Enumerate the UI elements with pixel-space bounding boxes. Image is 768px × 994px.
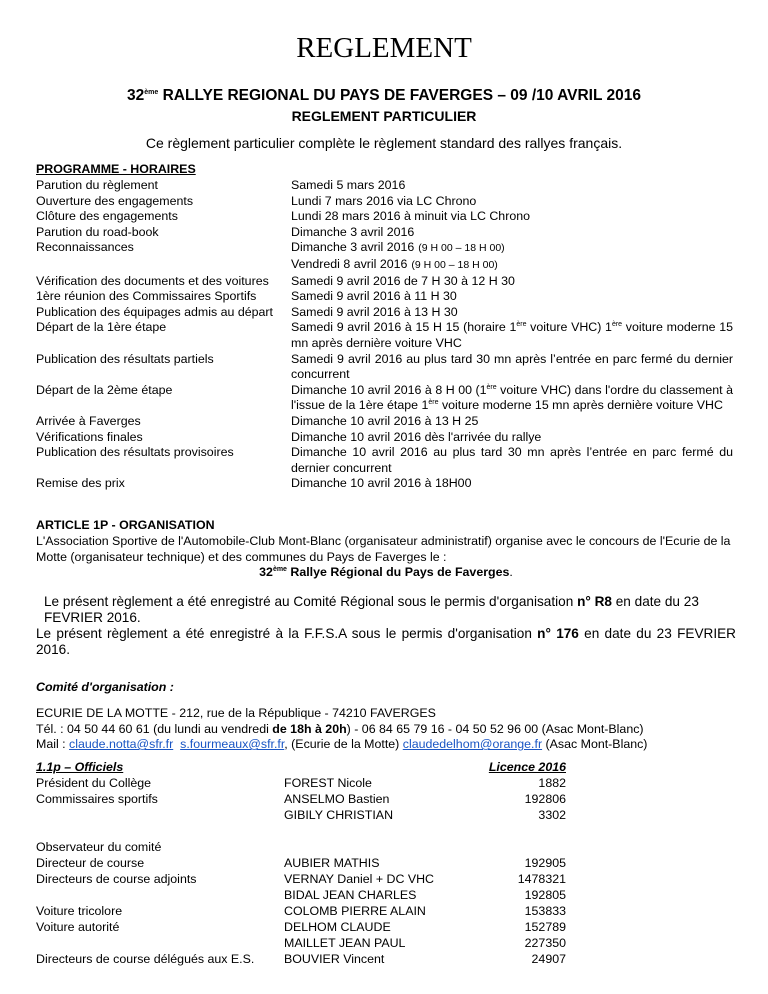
officiel-row	[36, 792, 736, 808]
rally-number-suffix: ème	[144, 88, 159, 96]
text: voiture moderne 15 mn après dernière voiture VHC	[291, 320, 733, 350]
officiel-role: Commissaires sportifs	[36, 792, 158, 806]
programme-row	[36, 225, 733, 241]
text: Samedi 9 avril 2016 à 15 H 15 (horaire 1	[291, 320, 517, 335]
officiel-role: Voiture autorité	[36, 920, 120, 934]
rally-number: 32	[127, 87, 145, 104]
text: Le présent règlement a été enregistré au Comité Régional sous le permis d'organisation	[44, 594, 578, 609]
programme-value: Dimanche 10 avril 2016 à 18H00	[291, 476, 472, 491]
officiel-row	[36, 808, 736, 824]
registration-ffsa	[36, 626, 736, 658]
programme-label: Reconnaissances	[36, 240, 134, 255]
text: .	[509, 565, 513, 580]
officiel-role	[36, 824, 284, 840]
programme-label: Publication des résultats provisoires	[36, 445, 234, 460]
officiel-licence	[504, 840, 566, 856]
text: 32	[259, 565, 273, 580]
text: Dimanche 10 avril 2016 à 13 H 25	[291, 413, 479, 428]
officiel-licence: 1882	[538, 776, 566, 790]
officiel-row	[36, 872, 736, 888]
programme-row	[36, 305, 733, 321]
programme-label: Publication des équipages admis au départ	[36, 304, 273, 319]
officiel-licence: 192805	[524, 888, 566, 902]
text: ) - 06 84 65 79 16 - 04 50 52 96 00 (Asac Mont-Blanc)	[346, 721, 644, 736]
officiel-name: VERNAY Daniel + DC VHC	[284, 872, 434, 886]
officiel-name: BIDAL JEAN CHARLES	[284, 888, 417, 902]
officiel-licence: 3302	[538, 808, 566, 822]
officiel-row	[36, 840, 736, 856]
programme-value	[291, 274, 733, 290]
officiel-licence: 1478321	[517, 872, 566, 886]
programme-value	[291, 209, 733, 225]
officiel-licence: 227350	[524, 936, 566, 950]
officiel-role: Observateur du comité	[36, 840, 162, 854]
text: Le présent règlement a été enregistré à la F.F.S.A sous le permis d'organisation	[36, 626, 538, 641]
superscript: ère	[486, 383, 497, 391]
programme-value	[291, 305, 733, 321]
officiel-role: Voiture tricolore	[36, 904, 123, 918]
officiel-row	[36, 888, 736, 904]
officiels-header	[36, 760, 736, 776]
programme-value	[291, 178, 733, 194]
officiel-name	[284, 840, 504, 856]
officiel-name: COLOMB PIERRE ALAIN	[284, 904, 426, 918]
programme-value	[291, 225, 733, 241]
comite-contact	[36, 706, 756, 753]
text: voiture VHC) dans l'ordre du classement à l'issue de la 1ère étape 1	[291, 382, 734, 413]
text: Dimanche 3 avril 2016	[291, 224, 415, 239]
text: Dimanche 10 avril 2016 dès l'arrivée du rallye	[291, 429, 542, 444]
officiel-name: MAILLET JEAN PAUL	[284, 936, 406, 950]
programme-label: Parution du règlement	[36, 178, 158, 192]
programme-label: Départ de la 2ème étape	[36, 382, 173, 397]
programme-row	[36, 209, 733, 225]
time-note: (9 H 00 – 18 H 00)	[411, 258, 498, 271]
officiel-licence: 153833	[524, 904, 566, 918]
article-text: L'Association Sportive de l'Automobile-Club Mont-Blanc (organisateur administratif) organise avec le concours de l'Ecurie de la Motte (organisateur technique) et des communes du Pays de Faverges le :	[36, 534, 731, 564]
article-body	[36, 534, 736, 581]
text: Samedi 9 avril 2016 à 13 H 30	[291, 304, 458, 319]
officiel-name: GIBILY CHRISTIAN	[284, 808, 394, 822]
officiel-licence: 192905	[524, 856, 566, 870]
programme-label: Départ de la 1ère étape	[36, 320, 167, 335]
page-title: REGLEMENT	[296, 32, 472, 64]
officiel-role: Directeur de course	[36, 856, 145, 870]
programme-row	[36, 383, 733, 414]
rally-heading-text: RALLYE REGIONAL DU PAYS DE FAVERGES – 09 /10 AVRIL 2016	[158, 87, 641, 104]
text: Samedi 5 mars 2016	[291, 178, 406, 192]
text: Rallye Régional du Pays de Faverges	[286, 565, 510, 580]
officiel-row	[36, 904, 736, 920]
permit-number: n° R8	[577, 594, 612, 609]
programme-value	[291, 414, 733, 430]
text: Dimanche 3 avril 2016	[291, 240, 415, 255]
text: voiture moderne 15 mn après dernière voiture VHC	[438, 398, 723, 413]
programme-value	[291, 320, 733, 351]
text: Samedi 9 avril 2016 de 7 H 30 à 12 H 30	[291, 273, 515, 288]
email-link[interactable]: claude.notta@sfr.fr	[69, 737, 174, 752]
programme-label: 1ère réunion des Commissaires Sportifs	[36, 289, 257, 304]
programme-value	[291, 430, 733, 446]
programme-table	[36, 178, 733, 492]
programme-label: Vérification des documents et des voitures	[36, 273, 269, 288]
licence-heading: Licence 2016	[488, 760, 566, 774]
programme-value	[291, 194, 733, 210]
programme-value	[291, 257, 733, 274]
programme-row	[36, 257, 733, 274]
programme-row	[36, 445, 733, 476]
permit-number: n° 176	[537, 626, 579, 641]
programme-value: Samedi 9 avril 2016 au plus tard 30 mn après l’entrée en parc fermé du dernier concurrent	[291, 351, 733, 382]
mail-line	[36, 737, 756, 753]
superscript: ème	[272, 566, 287, 574]
officiel-row	[36, 920, 736, 936]
officiel-row	[36, 824, 736, 840]
officiels-table	[36, 760, 736, 968]
programme-label: Ouverture des engagements	[36, 193, 194, 208]
officiel-role	[36, 888, 284, 904]
programme-value	[291, 240, 733, 257]
programme-label: Vérifications finales	[36, 429, 143, 444]
superscript: ère	[611, 321, 623, 329]
officiel-role	[36, 936, 284, 952]
officiel-name: ANSELMO Bastien	[284, 792, 390, 806]
officiel-licence: 192806	[524, 792, 566, 806]
text: Vendredi 8 avril 2016	[291, 256, 408, 271]
text: , (Ecurie de la Motte)	[284, 737, 403, 752]
programme-row	[36, 194, 733, 210]
programme-label	[36, 257, 291, 274]
officiel-name: FOREST Nicole	[284, 776, 372, 790]
programme-value: Dimanche 10 avril 2016 au plus tard 30 mn après l’entrée en parc fermé du dernier concurrent	[291, 445, 733, 475]
intro-text: Ce règlement particulier complète le règlement standard des rallyes français.	[145, 135, 623, 151]
officiel-role: Directeurs de course délégués aux E.S.	[36, 952, 255, 966]
officiel-row	[36, 856, 736, 872]
text: en date du 23 FEVRIER 2016.	[36, 626, 736, 657]
programme-label: Remise des prix	[36, 476, 125, 491]
programme-row	[36, 414, 733, 430]
text: Samedi 9 avril 2016 à 11 H 30	[291, 289, 457, 304]
rally-heading	[0, 86, 768, 106]
programme-row	[36, 289, 733, 305]
officiel-licence: 152789	[524, 920, 566, 934]
officiel-licence	[504, 824, 566, 840]
address-line: ECURIE DE LA MOTTE - 212, rue de la République - 74210 FAVERGES	[36, 706, 436, 720]
text: Dimanche 10 avril 2016 à 8 H 00 (1	[291, 382, 487, 397]
email-link[interactable]: s.fourmeaux@sfr.fr	[180, 737, 285, 752]
programme-row	[36, 476, 733, 492]
programme-label: Clôture des engagements	[36, 209, 178, 224]
officiel-name: BOUVIER Vincent	[284, 952, 385, 966]
officiel-row	[36, 776, 736, 792]
programme-label: Publication des résultats partiels	[36, 351, 214, 366]
comite-heading: Comité d'organisation :	[36, 680, 174, 694]
superscript: ère	[428, 399, 439, 407]
officiel-row	[36, 936, 736, 952]
text: Lundi 7 mars 2016 via LC Chrono	[291, 193, 477, 208]
time-note: (9 H 00 – 18 H 00)	[418, 242, 505, 255]
officiel-row	[36, 952, 736, 968]
email-link[interactable]: claudedelhom@orange.fr	[402, 737, 543, 752]
registration-regional	[44, 594, 734, 626]
officiel-name: AUBIER MATHIS	[284, 856, 380, 870]
programme-label: Arrivée à Faverges	[36, 413, 141, 428]
programme-label: Parution du road-book	[36, 224, 159, 239]
text: voiture VHC) 1	[526, 320, 612, 335]
programme-heading: PROGRAMME - HORAIRES	[36, 162, 196, 176]
officiel-name: DELHOM CLAUDE	[284, 920, 391, 934]
superscript: ère	[516, 321, 527, 329]
text: (Asac Mont-Blanc)	[542, 737, 648, 752]
officiel-role: Directeurs de course adjoints	[36, 872, 197, 886]
officiel-role	[36, 808, 284, 824]
rally-name	[36, 565, 736, 581]
officiels-heading: 1.1p – Officiels	[36, 760, 124, 774]
programme-row	[36, 320, 733, 351]
phone-line	[36, 722, 756, 738]
programme-row	[36, 352, 733, 383]
officiel-licence: 24907	[531, 952, 566, 966]
text: Lundi 28 mars 2016 à minuit via LC Chrono	[291, 209, 530, 224]
text: Tél. : 04 50 44 60 61 (du lundi au vendredi	[36, 721, 273, 736]
article-heading: ARTICLE 1P - ORGANISATION	[36, 518, 215, 532]
programme-row	[36, 430, 733, 446]
text: en date du 23 FEVRIER 2016.	[44, 594, 699, 625]
programme-value	[291, 289, 733, 305]
text: de 18h à 20h	[272, 721, 347, 736]
subtitle: REGLEMENT PARTICULIER	[291, 108, 477, 124]
programme-row	[36, 240, 733, 257]
text: Mail :	[36, 737, 70, 752]
programme-row	[36, 178, 733, 194]
programme-value	[291, 383, 733, 414]
officiel-name	[284, 824, 504, 840]
programme-row	[36, 274, 733, 290]
officiel-role: Président du Collège	[36, 776, 152, 790]
